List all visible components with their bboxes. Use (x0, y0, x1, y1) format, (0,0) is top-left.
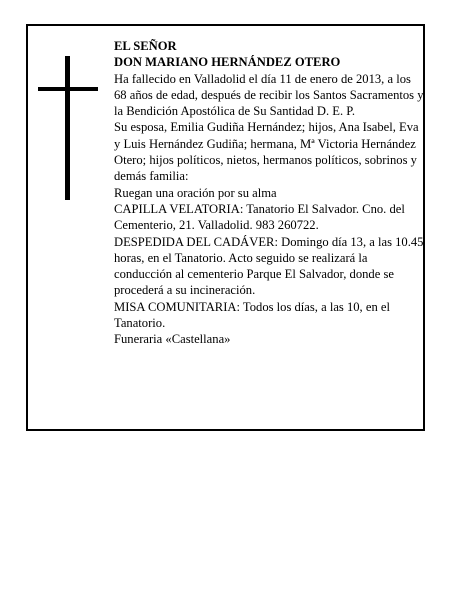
notice-heading-name: DON MARIANO HERNÁNDEZ OTERO (114, 55, 341, 70)
notice-paragraph-funeral-home: Funeraria «Castellana» (114, 332, 231, 347)
notice-heading-title: EL SEÑOR (114, 39, 177, 53)
notice-paragraph-family: Su esposa, Emilia Gudiña Hernández; hijos, Ana Isabel, Eva y Luis Hernández Gudiña; hermana, Mª Victoria Hernández Otero; hijos políticos, nietos, hermanos políticos, sobrinos y demás familia: (114, 120, 419, 184)
cross-horizontal-bar (38, 87, 98, 91)
notice-paragraph-farewell: DESPEDIDA DEL CADÁVER: Domingo día 13, a las 10.45 horas, en el Tanatorio. Acto seguido se realizará la conducción al cementerio Parque El Salvador, donde se procederá a su incineración. (114, 234, 424, 298)
notice-paragraph-prayer: Ruegan una oración por su alma (114, 185, 277, 200)
cross-vertical-bar (65, 56, 70, 200)
notice-text (114, 38, 424, 348)
notice-paragraph-wake: CAPILLA VELATORIA: Tanatorio El Salvador. Cno. del Cementerio, 21. Valladolid. 983 260722. (114, 201, 405, 233)
obituary-notice (26, 24, 425, 431)
notice-paragraph-death: Ha fallecido en Valladolid el día 11 de enero de 2013, a los 68 años de edad, después de recibir los Santos Sacramentos y la Bendición Apostólica de Su Santidad D. E. P. (114, 71, 424, 119)
cross-icon (38, 56, 98, 200)
notice-paragraph-mass: MISA COMUNITARIA: Todos los días, a las 10, en el Tanatorio. (114, 299, 390, 331)
